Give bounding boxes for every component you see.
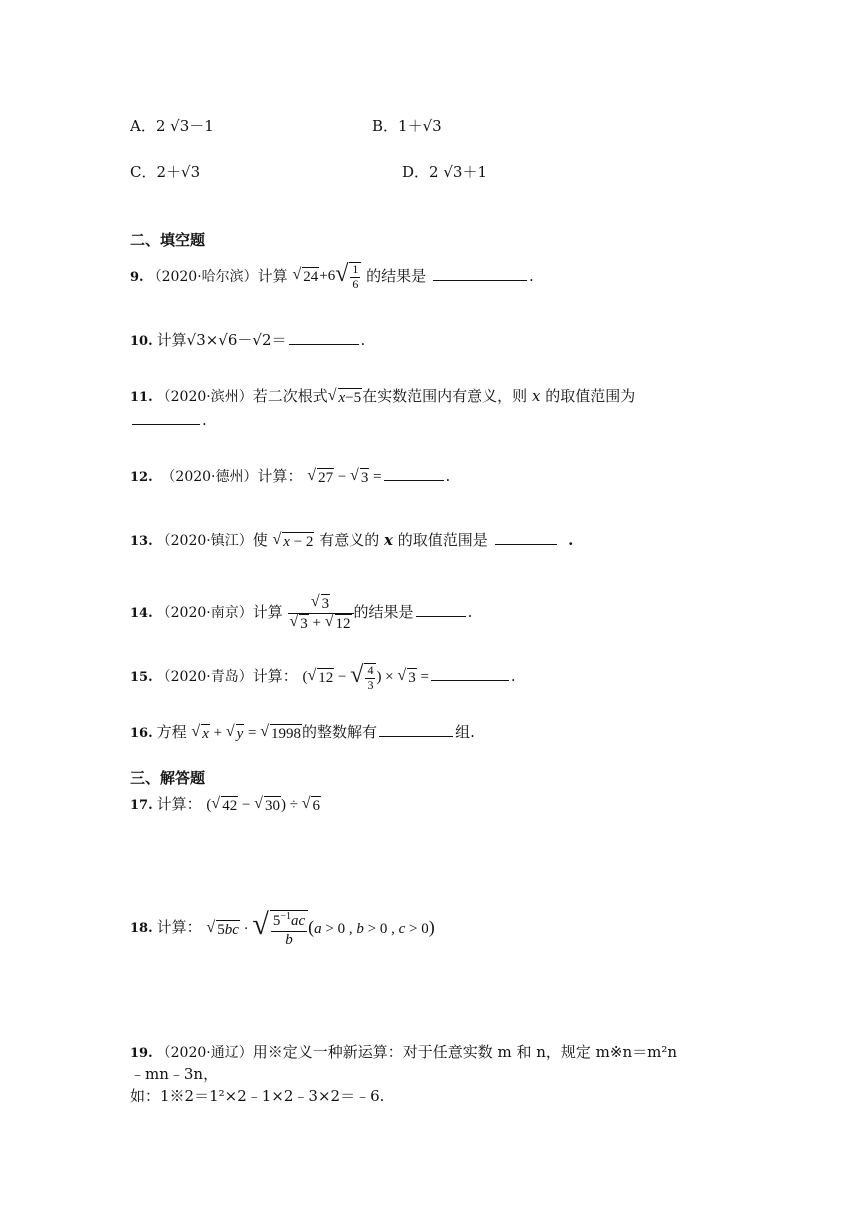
section-heading-fill: 二、填空题 — [130, 231, 206, 249]
question-number: 9. — [130, 269, 144, 285]
question-10 — [130, 330, 365, 352]
option-b-label: B． — [372, 117, 399, 135]
question-13 — [130, 530, 573, 552]
math-expression: √ 24 +6 √ $\frac{1}{6}$ — [292, 262, 361, 292]
question-source: （2020·通辽） — [156, 1045, 253, 1061]
question-suffix: 在实数范围内有意义，则 — [362, 387, 528, 405]
math-expression: √ x−5 — [327, 387, 362, 407]
math-expression: ( √ 12 − √ $\frac{4}{3}$ ) × √ 3 = — [302, 661, 429, 692]
question-prefix: 计算： — [156, 918, 202, 936]
question-15 — [130, 656, 516, 696]
question-18 — [130, 904, 435, 950]
question-source: （2020·镇江） — [156, 533, 253, 549]
question-end: 组. — [455, 723, 475, 741]
question-9 — [130, 262, 534, 292]
question-prefix: 计算 — [156, 331, 187, 349]
section-heading-solve: 三、解答题 — [130, 769, 206, 787]
option-d-label: D． — [402, 163, 430, 181]
option-a-label: A． — [130, 117, 156, 135]
question-source: （2020·滨州） — [156, 389, 253, 405]
question-source: （2020·德州） — [161, 469, 258, 485]
question-prefix: 计算： — [156, 795, 202, 813]
math-expression: √ x + √ y = √ 1998 — [191, 723, 302, 743]
answer-blank[interactable] — [289, 330, 359, 345]
question-end: . — [202, 411, 207, 429]
question-number: 12. — [130, 470, 153, 485]
question-text-line-1: 用※定义一种新运算：对于任意实数 m 和 n，规定 m※n＝m²n — [252, 1043, 678, 1061]
answer-blank[interactable] — [384, 466, 444, 481]
math-expression: √ x − 2 — [272, 531, 314, 551]
question-suffix: 的整数解有 — [302, 723, 378, 741]
math-expression: √ 3 √ 3 + √ 12 — [288, 593, 354, 633]
option-c — [130, 162, 200, 182]
question-source: （2020·南京） — [156, 605, 253, 621]
question-12 — [130, 466, 450, 488]
option-a-text: 2 √3－1 — [155, 117, 214, 135]
question-suffix-2: 的取值范围是 — [397, 531, 488, 549]
option-b — [372, 116, 442, 136]
answer-blank[interactable] — [416, 602, 466, 617]
question-variable: x — [531, 387, 541, 405]
question-end: . — [445, 467, 451, 485]
option-c-label: C． — [130, 163, 157, 181]
question-11-continued — [130, 410, 207, 430]
answer-blank[interactable] — [132, 410, 200, 425]
question-prefix: 计算： — [252, 667, 298, 685]
question-variable: x — [384, 531, 393, 549]
question-text: √3×√6－√2＝ — [186, 331, 287, 349]
question-17 — [130, 794, 321, 816]
math-expression: √ 27 − √ 3 = — [307, 467, 382, 487]
question-19-line-3: 如：1※2＝1²×2﹣1×2﹣3×2＝﹣6. — [130, 1087, 385, 1105]
question-end: . — [568, 531, 574, 549]
question-suffix: 的结果是 — [353, 603, 414, 621]
question-suffix: 有意义的 — [319, 531, 380, 549]
option-d-text: 2 √3＋1 — [429, 163, 487, 181]
option-a — [130, 116, 214, 136]
question-prefix: 计算 — [252, 603, 283, 621]
question-19 — [130, 1042, 677, 1064]
question-number: 18. — [130, 921, 153, 936]
answer-blank[interactable] — [495, 530, 557, 545]
question-end: . — [528, 266, 534, 285]
math-expression: ( √ 42 − √ 30 ) ÷ √ 6 — [206, 795, 320, 815]
question-prefix: 计算 — [257, 266, 288, 285]
question-number: 13. — [130, 534, 153, 549]
question-16 — [130, 722, 475, 744]
math-expression: √ 5bc · √ $\frac{5^{-1}ac}{b}$ (a > 0 , b > 0 , c > 0) — [206, 908, 435, 948]
answer-blank[interactable] — [431, 666, 509, 681]
answer-blank[interactable] — [433, 266, 527, 281]
question-source: （2020·哈尔滨） — [147, 268, 258, 285]
question-end: . — [360, 331, 366, 349]
question-number: 16. — [130, 726, 153, 741]
question-end: . — [467, 603, 473, 621]
question-suffix: 的结果是 — [366, 266, 427, 285]
question-19-line-2: ﹣mn﹣3n， — [130, 1065, 219, 1083]
question-prefix: 计算： — [257, 467, 303, 485]
question-number: 14. — [130, 606, 153, 621]
question-prefix: 使 — [252, 531, 268, 549]
question-11 — [130, 386, 635, 408]
question-number: 17. — [130, 798, 153, 813]
question-number: 11. — [130, 390, 153, 405]
question-source: （2020·青岛） — [156, 669, 253, 685]
question-prefix: 若二次根式 — [252, 387, 328, 405]
option-c-text: 2＋√3 — [156, 163, 201, 181]
question-14 — [130, 592, 472, 632]
answer-blank[interactable] — [379, 722, 453, 737]
question-number: 19. — [130, 1046, 153, 1061]
question-number: 15. — [130, 670, 153, 685]
question-suffix-2: 的取值范围为 — [545, 387, 636, 405]
question-number: 10. — [130, 334, 153, 349]
option-b-text: 1＋√3 — [398, 117, 442, 135]
question-prefix: 方程 — [156, 723, 187, 741]
question-end: . — [510, 667, 516, 685]
option-d — [402, 162, 487, 182]
